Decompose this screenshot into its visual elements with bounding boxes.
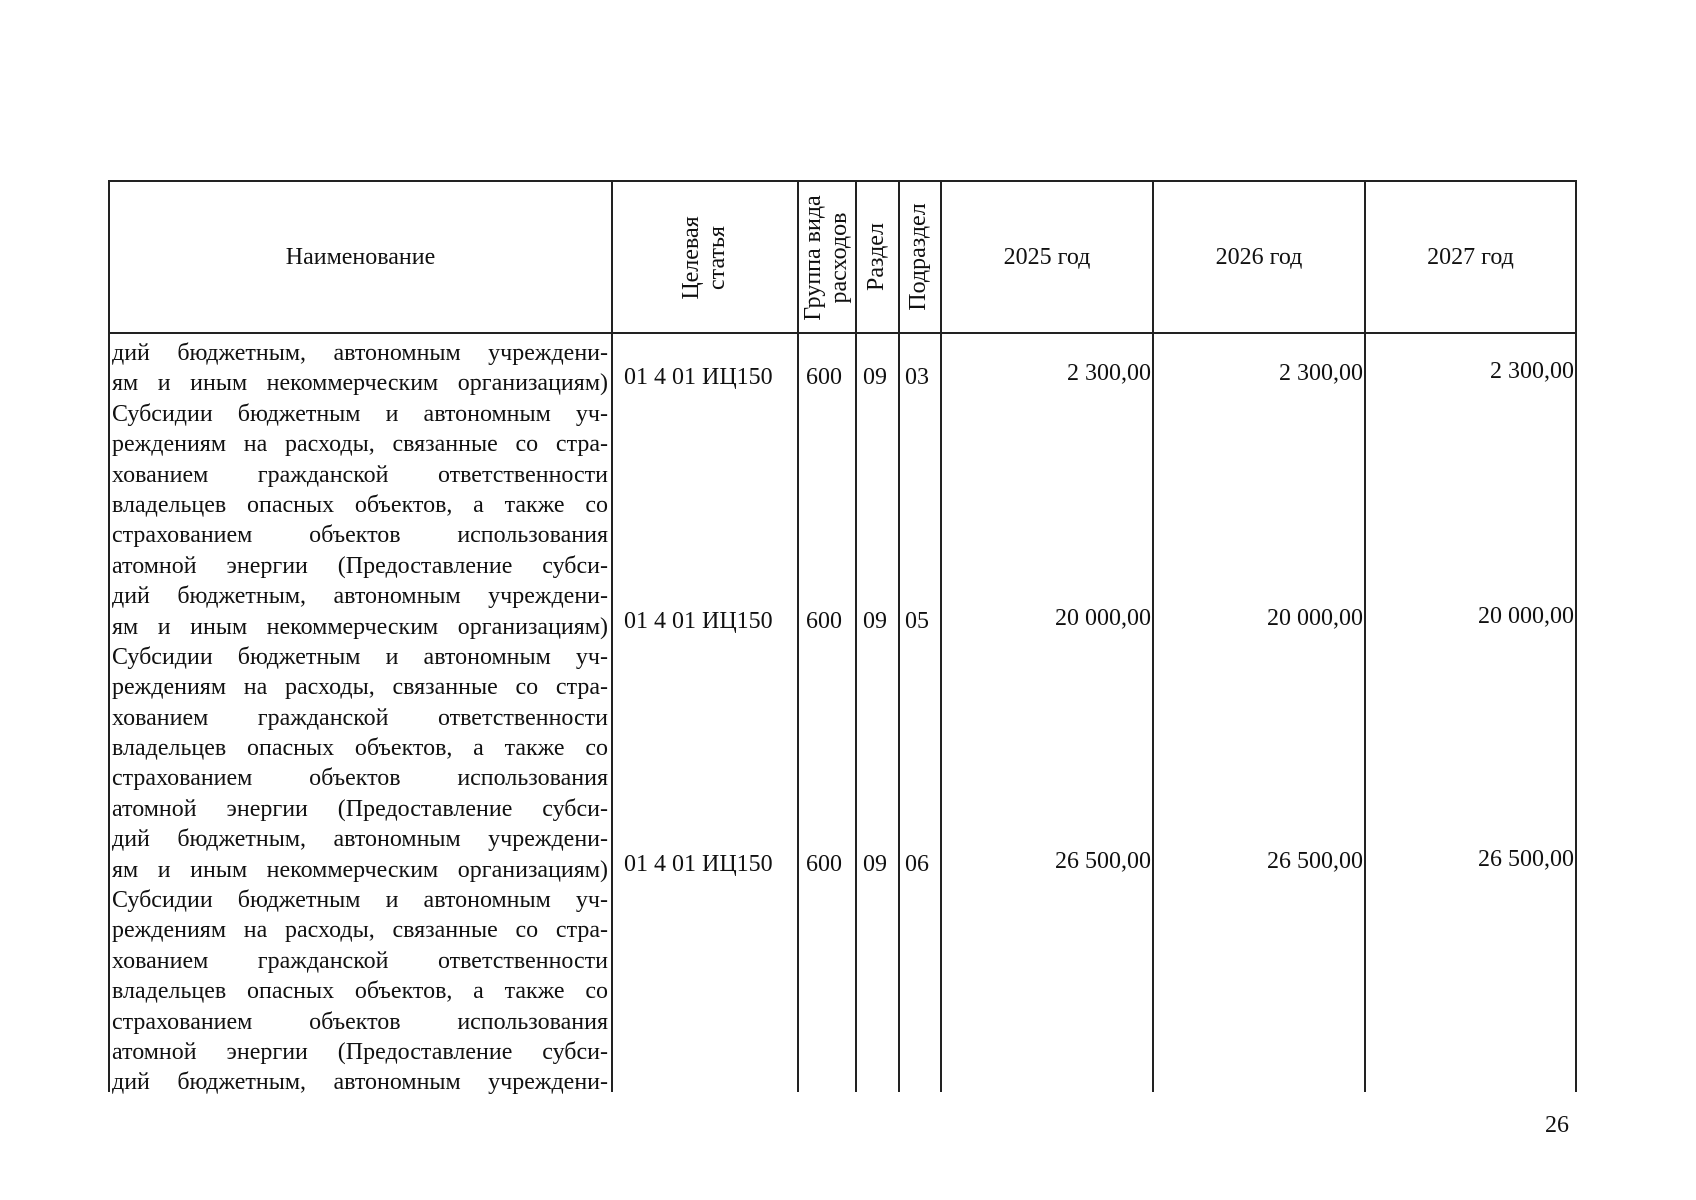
name-line: атомной энергии (Предоставление субси- <box>112 795 608 822</box>
header-target-article <box>678 183 730 333</box>
name-line: Субсидии бюджетным и автономным уч- <box>112 643 608 670</box>
budget-table <box>108 180 1577 1096</box>
col-divider-1 <box>611 180 613 1092</box>
row2-subsection: 05 <box>905 608 929 634</box>
header-year-2027: 2027 год <box>1427 244 1514 270</box>
name-line: страхованием объектов использования <box>112 765 608 792</box>
col-divider-2 <box>797 180 799 1092</box>
row3-article: 01 4 01 ИЦ150 <box>624 851 773 877</box>
col-divider-4 <box>898 180 900 1092</box>
row1-subsection: 03 <box>905 364 929 390</box>
row1-article: 01 4 01 ИЦ150 <box>624 364 773 390</box>
name-line: ям и иным некоммерческим организациям) <box>112 856 608 883</box>
row3-value-2026: 26 500,00 <box>1267 848 1363 874</box>
row2-section: 09 <box>863 608 887 634</box>
table-right-border <box>1575 180 1577 1092</box>
row3-value-2025: 26 500,00 <box>1055 848 1151 874</box>
name-line: страхованием объектов использования <box>112 522 608 549</box>
row1-value-2025: 2 300,00 <box>1067 360 1151 386</box>
name-line: реждениям на расходы, связанные со стра- <box>112 917 608 944</box>
header-expense-group-line2: расходов <box>826 212 852 304</box>
header-name: Наименование <box>285 244 436 270</box>
name-line: хованием гражданской ответственности <box>112 947 608 974</box>
name-line: дий бюджетным, автономным учреждени- <box>112 340 608 366</box>
name-line: реждениям на расходы, связанные со стра- <box>112 431 608 458</box>
name-line: ям и иным некоммерческим организациям) <box>112 613 608 640</box>
row2-group: 600 <box>806 608 842 634</box>
row2-value-2027: 20 000,00 <box>1478 603 1574 629</box>
row2-article: 01 4 01 ИЦ150 <box>624 608 773 634</box>
col-divider-3 <box>855 180 857 1092</box>
name-line: ям и иным некоммерческим организациям) <box>112 370 608 397</box>
header-subsection: Подраздел <box>905 203 931 311</box>
name-line: хованием гражданской ответственности <box>112 461 608 488</box>
row1-value-2027: 2 300,00 <box>1490 358 1574 384</box>
name-line: дий бюджетным, автономным учреждени- <box>112 583 608 610</box>
name-line: атомной энергии (Предоставление субси- <box>112 1038 608 1065</box>
page-number: 26 <box>1545 1112 1569 1138</box>
name-line: Субсидии бюджетным и автономным уч- <box>112 400 608 427</box>
row3-section: 09 <box>863 851 887 877</box>
header-year-2026: 2026 год <box>1215 244 1303 270</box>
row3-subsection: 06 <box>905 851 929 877</box>
name-line: владельцев опасных объектов, а также со <box>112 491 608 518</box>
name-line: Субсидии бюджетным и автономным уч- <box>112 887 608 914</box>
name-line: реждениям на расходы, связанные со стра- <box>112 674 608 701</box>
name-line: страхованием объектов использования <box>112 1008 608 1035</box>
header-expense-group-line1: Группа вида <box>800 195 826 321</box>
header-target-article-line2: статья <box>704 226 730 290</box>
header-section: Раздел <box>863 223 889 291</box>
name-line: дий бюджетным, автономным учреждени- <box>112 1069 608 1096</box>
header-year-2025: 2025 год <box>1003 244 1091 270</box>
name-line: хованием гражданской ответственности <box>112 704 608 731</box>
name-line: владельцев опасных объектов, а также со <box>112 978 608 1005</box>
row3-value-2027: 26 500,00 <box>1478 846 1574 872</box>
row1-section: 09 <box>863 364 887 390</box>
name-line: дий бюджетным, автономным учреждени- <box>112 826 608 853</box>
name-line: атомной энергии (Предоставление субси- <box>112 552 608 579</box>
row1-group: 600 <box>806 364 842 390</box>
name-line: владельцев опасных объектов, а также со <box>112 735 608 762</box>
row1-value-2026: 2 300,00 <box>1279 360 1363 386</box>
name-column-text <box>112 338 608 1098</box>
row2-value-2025: 20 000,00 <box>1055 605 1151 631</box>
header-expense-group <box>800 183 852 333</box>
header-target-article-line1: Целевая <box>678 216 704 300</box>
row3-group: 600 <box>806 851 842 877</box>
row2-value-2026: 20 000,00 <box>1267 605 1363 631</box>
